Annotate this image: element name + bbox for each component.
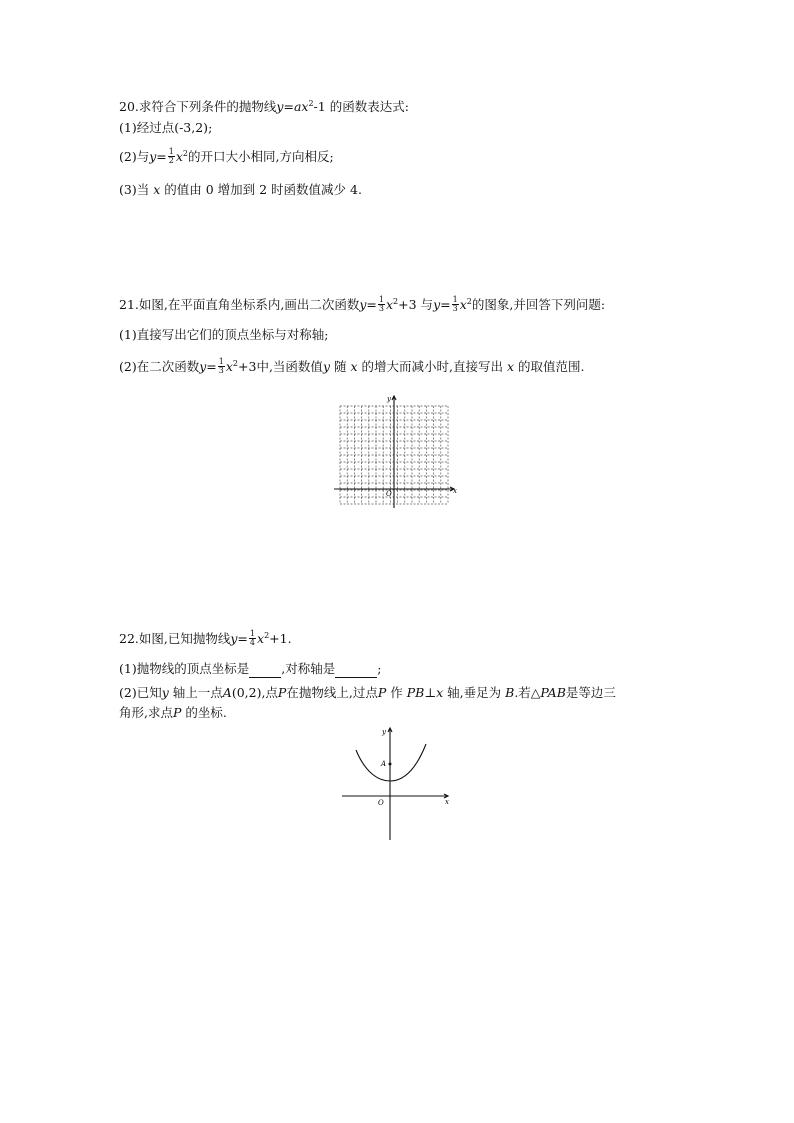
q20-stem: 20.求符合下列条件的抛物线$y=ax^2-1$ 的函数表达式: — [119, 98, 409, 114]
q20-part1: (1)经过点(-3,2); — [119, 120, 213, 135]
fraction: $\frac{1}{2}$ — [168, 147, 174, 165]
q22-parabola-graph — [340, 724, 460, 844]
axes — [342, 728, 448, 840]
point-a — [389, 763, 392, 766]
q22-stem: 22.如图,已知抛物线y= $\frac{1}{4}$ $x^2+1$. — [119, 629, 292, 647]
origin-label: O — [386, 490, 392, 498]
q21-stem: 21.如图,在平面直角坐标系内,画出二次函数y= $\frac{1}{3}$ $x^2+3$ 与y= $\frac{1}{3}$ $x^2$的图象,并回答下列问题: — [119, 295, 606, 313]
fraction: $\frac{1}{3}$ — [378, 295, 384, 313]
q22-part2: (2)已知y 轴上一点A(0,2),点P在抛物线上,过点P 作 PB⊥x 轴,垂足为 B.若△PAB是等边三 — [119, 685, 616, 700]
axis-label-y: y — [382, 728, 386, 736]
fraction: $\frac{1}{3}$ — [452, 295, 458, 313]
q22-part2-cont: 角形,求点P 的坐标. — [119, 705, 227, 720]
q21-part2: (2)在二次函数y= $\frac{1}{3}$ $x^2+3$中,当函数值y 随 x 的增大而减小时,直接写出 x 的取值范围. — [119, 357, 585, 375]
q22-part1: (1)抛物线的顶点坐标是 ,对称轴是 ; — [119, 661, 382, 676]
axis-label-x: x — [453, 487, 457, 495]
axis-label-y: y — [387, 395, 391, 403]
parabola-curve — [356, 744, 426, 781]
q21-part1: (1)直接写出它们的顶点坐标与对称轴; — [119, 327, 329, 342]
q21-grid-graph — [332, 392, 462, 512]
answer-blank-axis[interactable] — [335, 665, 377, 678]
fraction: $\frac{1}{3}$ — [218, 357, 224, 375]
axis-label-x: x — [445, 798, 449, 806]
fraction: $\frac{1}{4}$ — [249, 629, 255, 647]
q20-part2: (2)与y= $\frac{1}{2}$ $x^2$的开口大小相同,方向相反; — [119, 147, 334, 165]
origin-label: O — [378, 799, 384, 807]
q20-part3: (3)当 x 的值由 0 增加到 2 时函数值减少 4. — [119, 182, 362, 197]
answer-blank-vertex[interactable] — [249, 665, 281, 678]
point-label-a: A — [381, 760, 387, 768]
